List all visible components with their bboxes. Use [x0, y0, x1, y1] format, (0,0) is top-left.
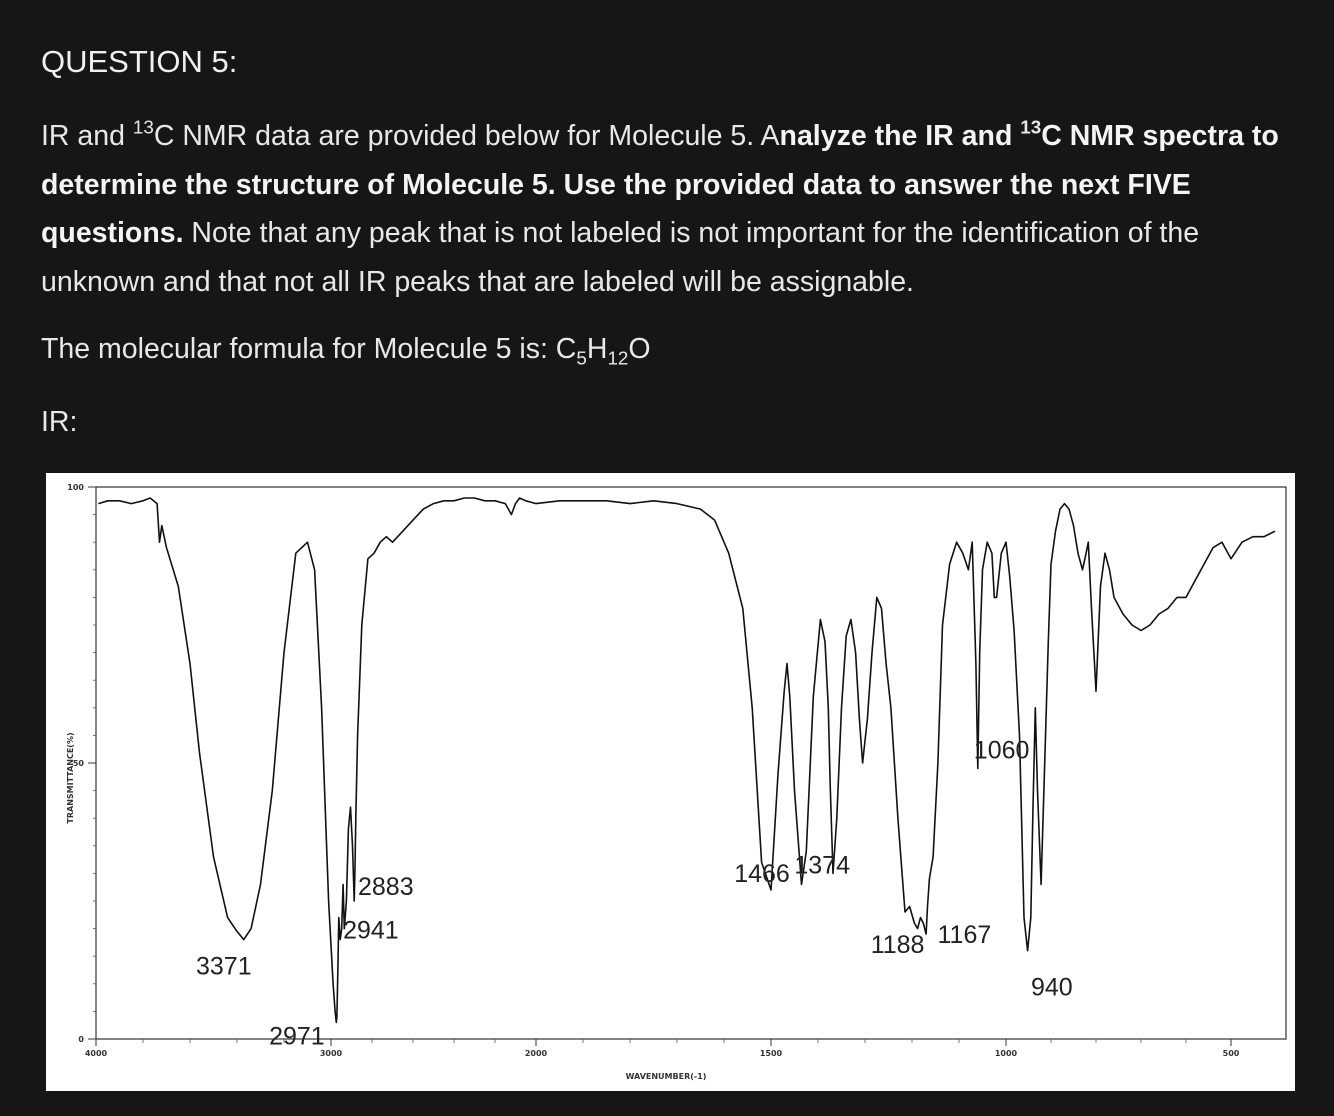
- x-tick-label: 500: [1222, 1049, 1240, 1058]
- formula-o: O: [628, 333, 651, 365]
- instr-text-2: C NMR data are provided below for Molecule 5. A: [153, 120, 780, 152]
- ir-spectrum-trace: [98, 498, 1275, 1022]
- x-tick-label: 1500: [759, 1049, 783, 1058]
- formula-h: H: [586, 333, 608, 365]
- peak-label: 2971: [269, 1022, 325, 1051]
- peak-label: 1060: [973, 736, 1030, 765]
- instr-bold-1: nalyze the IR and: [779, 120, 1021, 152]
- x-tick-label: 3000: [319, 1049, 343, 1058]
- instr-text-1: IR and: [41, 120, 133, 152]
- x-tick-label: 4000: [84, 1049, 108, 1058]
- formula-prefix: The molecular formula for Molecule 5 is: C: [41, 333, 577, 365]
- question-heading: QUESTION 5:: [41, 44, 238, 79]
- peak-label: 1188: [870, 931, 925, 960]
- peak-annotations: [196, 737, 1073, 1051]
- y-axis-title: TRANSMITTANCE(%): [66, 732, 75, 824]
- peak-label: 1374: [794, 851, 851, 880]
- x-tick-label: 2000: [524, 1049, 548, 1058]
- peak-label: 940: [1031, 973, 1073, 1002]
- x-tick-label: 1000: [994, 1049, 1018, 1058]
- molecular-formula: [41, 333, 651, 369]
- peak-label: 2941: [343, 916, 399, 945]
- peak-label: 1167: [937, 921, 992, 950]
- formula-c-count: 5: [576, 347, 587, 369]
- peak-label: 3371: [195, 952, 252, 981]
- formula-h-count: 12: [607, 347, 629, 369]
- peak-label: 1466: [734, 860, 790, 888]
- ir-section-label: IR:: [41, 406, 78, 438]
- ir-spectrum-chart: [46, 473, 1295, 1091]
- peak-label: 2883: [358, 873, 414, 901]
- y-tick-label: 0: [78, 1035, 84, 1044]
- x-axis-title: WAVENUMBER(-1): [625, 1072, 707, 1081]
- instr-text-3: Note that any peak that is not labeled is not important for the identification of the unknown and that not all IR peaks that are labeled will be assignable.: [41, 217, 1200, 298]
- instr-bold-2: C NMR spectra to determine the structure of Molecule 5. Use the provided data to answer the next FIVE questions.: [41, 120, 1279, 249]
- question-instructions: [41, 112, 1301, 306]
- y-tick-label: 50: [72, 759, 84, 768]
- y-tick-label: 100: [67, 483, 84, 492]
- isotope-superscript: 13: [132, 116, 154, 138]
- ir-spectrum-svg: [46, 473, 1295, 1091]
- isotope-superscript-bold: 13: [1020, 116, 1042, 138]
